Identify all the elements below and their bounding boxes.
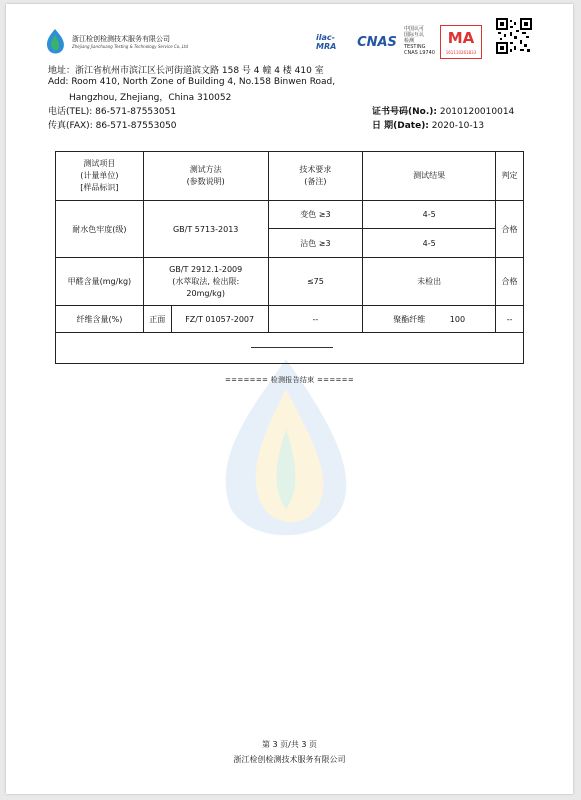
footer-company: 浙江检创检测技术服务有限公司 <box>233 755 346 764</box>
company-logo-icon <box>44 28 66 56</box>
report-end-marker: ======= 检测报告结束 ====== <box>225 376 354 384</box>
table-row-blank <box>56 333 524 364</box>
cell-fiber-result: 聚酯纤维 100 <box>363 306 496 333</box>
company-name-en: Zhejiang Jianchuang Testing & Technology Service Co.,Ltd <box>72 44 189 49</box>
ilac-mra-badge: ilac-MRA <box>316 33 337 51</box>
cell-colorfast-method: GB/T 5713-2013 <box>143 201 268 258</box>
cell-formaldehyde-judgement: 合格 <box>496 258 524 306</box>
qr-code-icon <box>496 18 532 54</box>
table-row <box>56 306 524 333</box>
cell-fiber-requirement: -- <box>268 306 363 333</box>
cnas-accreditation-text: 中国认可 国际互认 检测 TESTING CNAS L9740 <box>404 26 435 56</box>
certificate-date: 日 期(Date): 2020-10-13 <box>372 121 485 131</box>
header-judgement: 判定 <box>496 152 524 201</box>
cell-staining-requirement: 沾色 ≥3 <box>268 229 363 258</box>
table-row <box>56 258 524 306</box>
cell-colorfast-item: 耐水色牢度(级) <box>56 201 144 258</box>
fax: 传真(FAX): 86-571-87553050 <box>48 121 177 131</box>
cma-number: 161110261833 <box>445 50 477 55</box>
cell-staining-result: 4-5 <box>363 229 496 258</box>
cell-fiber-method: FZ/T 01057-2007 <box>171 306 268 333</box>
test-results-table <box>55 151 524 364</box>
cell-fiber-item: 纤维含量(%) <box>56 306 144 333</box>
cell-formaldehyde-item: 甲醛含量(mg/kg) <box>56 258 144 306</box>
header-test-method: 测试方法 (参数说明) <box>143 152 268 201</box>
address-en-line2: Hangzhou, Zhejiang，China 310052 <box>69 93 232 103</box>
company-name-cn: 浙江检创检测技术服务有限公司 <box>72 35 170 43</box>
cell-color-change-result: 4-5 <box>363 201 496 229</box>
address-en-line1: Add: Room 410, North Zone of Building 4, No.158 Binwen Road, <box>48 77 336 87</box>
table-row <box>56 201 524 229</box>
page-number: 第 3 页/共 3 页 <box>261 740 318 749</box>
cell-formaldehyde-requirement: ≤75 <box>268 258 363 306</box>
cma-seal: MA <box>440 25 482 59</box>
table-header-row <box>56 152 524 201</box>
cell-fiber-judgement: -- <box>496 306 524 333</box>
certificate-number: 证书号码(No.): 2010120010014 <box>372 107 515 117</box>
telephone: 电话(TEL): 86-571-87553051 <box>48 107 177 117</box>
report-page <box>6 4 573 794</box>
blank-cell <box>56 333 524 364</box>
header-requirement: 技术要求 (备注) <box>268 152 363 201</box>
cell-formaldehyde-method: GB/T 2912.1-2009 (水萃取法, 检出限: 20mg/kg) <box>143 258 268 306</box>
cell-formaldehyde-result: 未检出 <box>363 258 496 306</box>
separator-line <box>251 347 333 348</box>
cell-color-change-requirement: 变色 ≥3 <box>268 201 363 229</box>
cell-colorfast-judgement: 合格 <box>496 201 524 258</box>
address-cn: 地址：浙江省杭州市滨江区长河街道滨文路 158 号 4 幢 4 楼 410 室 <box>48 66 324 76</box>
cnas-badge: CNAS <box>357 34 397 50</box>
header-result: 测试结果 <box>363 152 496 201</box>
cell-fiber-side: 正面 <box>143 306 171 333</box>
header-test-item: 测试项目 (计量单位) [样品标识] <box>56 152 144 201</box>
